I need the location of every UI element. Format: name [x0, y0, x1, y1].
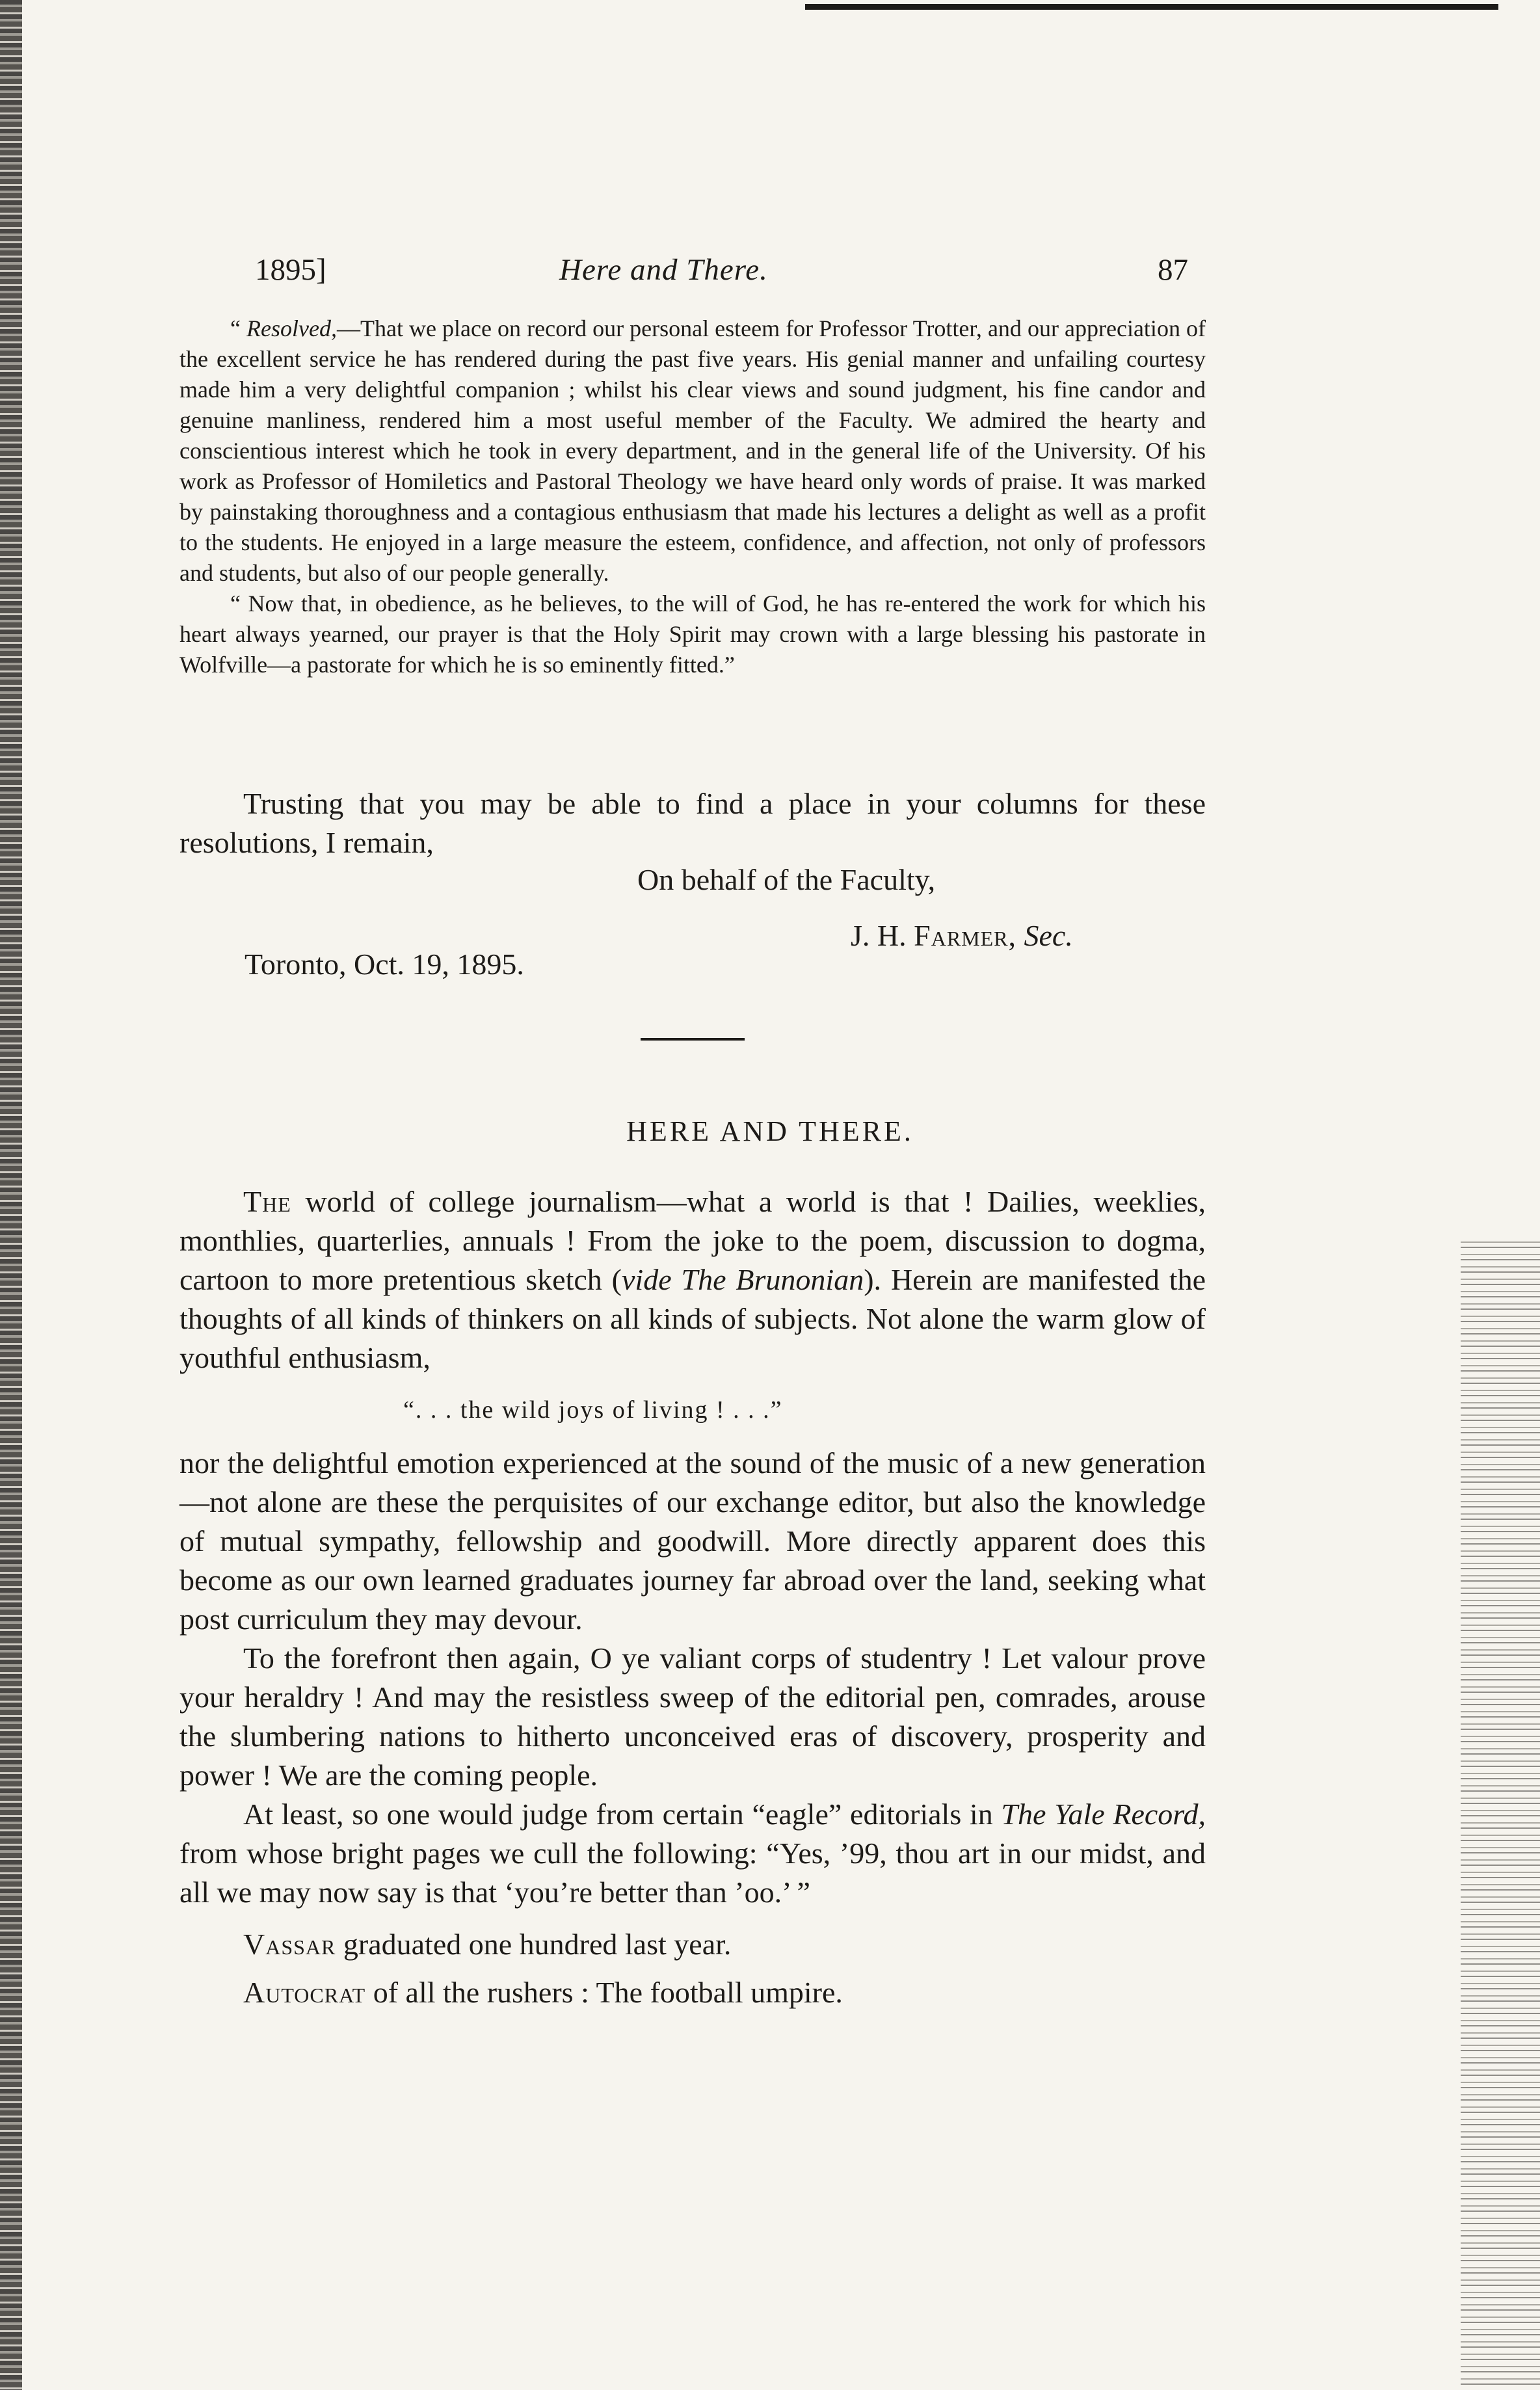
- header-title: Here and There.: [559, 253, 768, 287]
- resolution-body: —That we place on record our personal esteem for Professor Trotter, and our appreciation of the excellent service he has rendered during the past five years. His genial manner and unfailing courtesy made him a very delightful companion ; whilst his clear views and sound judgment, his fine candor and genuine manliness, rendered him a most useful member of the Faculty. We admired the hearty and conscientious interest which he took in every department, and in the general life of the University. Of his work as Professor of Homiletics and Pastoral Theology we have heard only words of praise. It was marked by painstaking thoroughness and a contagious enthusiasm that made his lectures a delight as well as a profit to the students. He enjoyed in a large measure the esteem, confidence, and affection, not only of professors and students, but also of our people generally.: [179, 315, 1206, 586]
- yale-text-b: from whose bright pages we cull the following: “Yes, ’99, thou art in our midst, and all we may now say is that ‘you’re better than ’oo.’ ”: [179, 1837, 1206, 1909]
- place-date: Toronto, Oct. 19, 1895.: [245, 948, 524, 981]
- running-header: [0, 252, 1540, 291]
- signature: [851, 918, 1073, 953]
- vide-brunonian: vide The Brunonian: [622, 1263, 864, 1296]
- resolved-word: Resolved,: [246, 315, 337, 341]
- page-scan-edge-left: [0, 0, 22, 2390]
- letter-paragraph: Trusting that you may be able to find a place in your columns for these resolutions, I remain,: [179, 787, 1206, 859]
- resolution-paragraph-2: “ Now that, in obedience, as he believes, to the will of God, he has re-entered the work for which his heart always yearned, our prayer is that the Holy Spirit may crown with a large blessing his pastorate in Wolfville—a pastorate for which he is so eminently fitted.”: [179, 591, 1206, 678]
- on-behalf-line: On behalf of the Faculty,: [637, 863, 936, 896]
- section-divider: [641, 1038, 745, 1041]
- vassar-smallcap: Vassar: [243, 1928, 336, 1961]
- vassar-text: graduated one hundred last year.: [336, 1928, 732, 1961]
- signature-title: Sec.: [1024, 919, 1073, 952]
- signature-name: Farmer,: [914, 919, 1017, 952]
- quotation: “. . . the wild joys of living ! . . .”: [403, 1396, 783, 1424]
- section-paragraph-2: nor the delightful emotion experienced at the sound of the music of a new generation—not alone are these the perquisites of our exchange editor, but also the knowledge of mutual sympathy, fellowship and goodwill. More directly apparent does this become as our own learned graduates journey far abroad over the land, seeking what post curriculum they may devour.: [179, 1446, 1206, 1636]
- signature-initials: J. H.: [851, 919, 907, 952]
- page-scan-edge-right: [1461, 1236, 1540, 2390]
- resolution-paragraph: [179, 313, 1206, 589]
- section-intro: [179, 1182, 1206, 1377]
- intro-smallcap: The: [243, 1185, 291, 1218]
- section-paragraph-4: [179, 1795, 1206, 1912]
- open-quote: “: [230, 315, 247, 341]
- resolution-text: [179, 313, 1206, 680]
- page-number: 87: [1158, 253, 1188, 287]
- autocrat-smallcap: Autocrat: [243, 1976, 366, 2009]
- section-paragraph-1: [179, 1182, 1206, 1377]
- vassar-item: [179, 1925, 1206, 1964]
- yale-text-a: At least, so one would judge from certain “eagle” editorials in: [243, 1798, 1002, 1831]
- section-body: [179, 1444, 1206, 2012]
- section-paragraph-3: To the forefront then again, O ye valiant corps of studentry ! Let valour prove your heraldry ! And may the resistless sweep of the editorial pen, comrades, arouse the slumbering nations to hitherto unconceived eras of discovery, prosperity and power ! We are the coming people.: [179, 1641, 1206, 1792]
- autocrat-item: [179, 1973, 1206, 2012]
- header-year: 1895]: [255, 253, 326, 287]
- intro-text-a: world of college journalism—what a world is that ! Dailies, weeklies, monthlies, quarterlies, annuals ! From the joke to the poem, discussion to dogma, cartoon to more pretentious sketch (: [179, 1185, 1206, 1296]
- section-title: HERE AND THERE.: [626, 1115, 914, 1147]
- letter-body: [179, 784, 1206, 862]
- top-rule: [805, 4, 1498, 10]
- intro-text-b: ). Herein are manifested the thoughts of all kinds of thinkers on all kinds of subjects. Not alone the warm glow of youthful enthusiasm,: [179, 1263, 1206, 1374]
- autocrat-text: of all the rushers : The football umpire.: [365, 1976, 843, 2009]
- yale-record-title: The Yale Record,: [1001, 1798, 1206, 1831]
